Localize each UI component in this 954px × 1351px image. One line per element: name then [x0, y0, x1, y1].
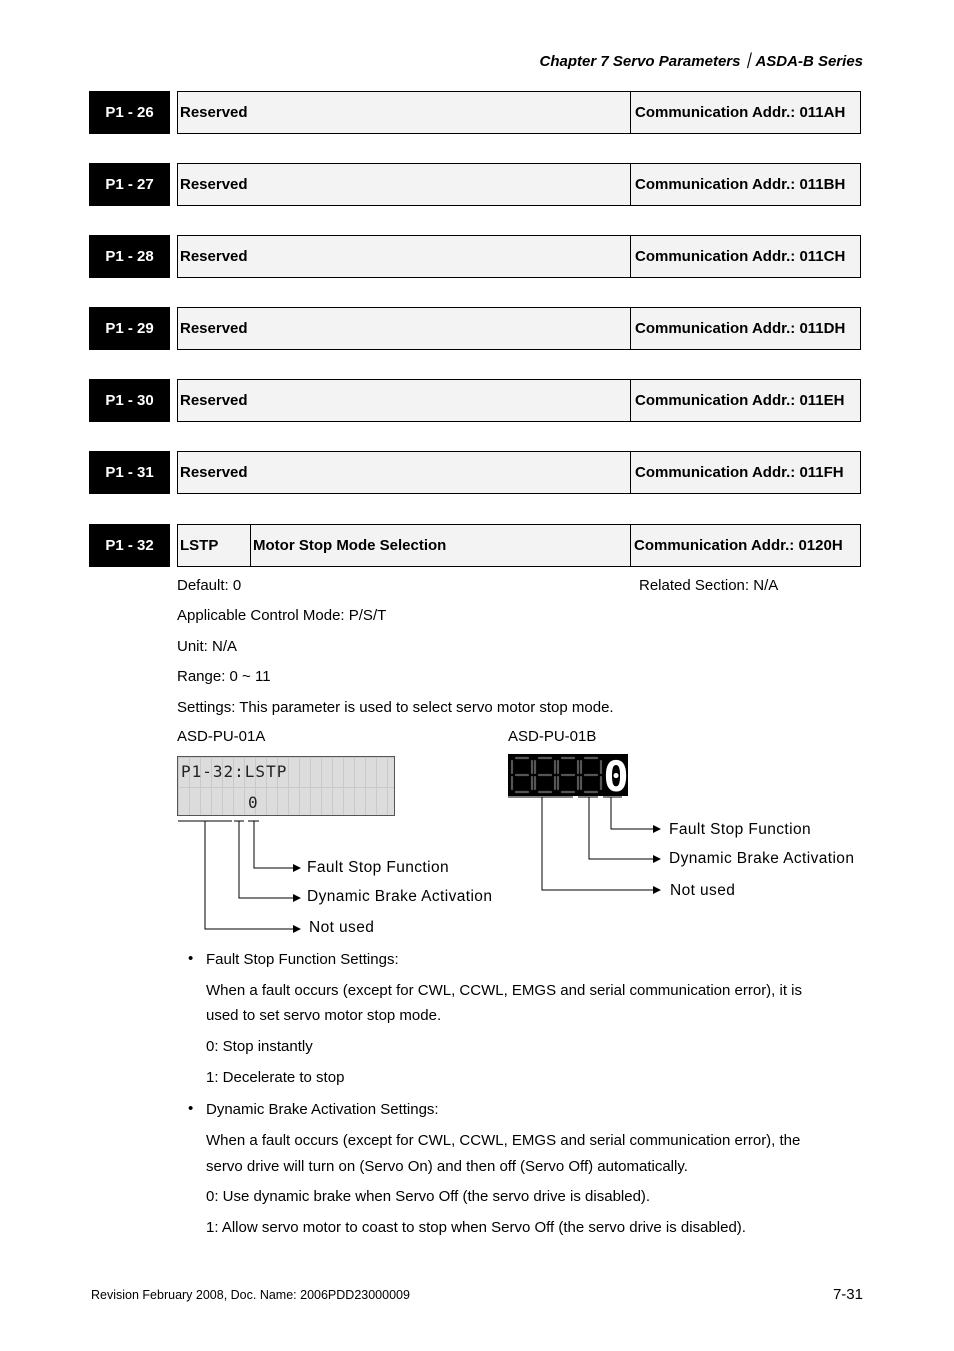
param-name: Reserved	[180, 320, 248, 337]
control-mode: Applicable Control Mode: P/S/T	[177, 607, 387, 624]
unit: Unit: N/A	[177, 638, 238, 655]
label-not-used-b: Not used	[670, 882, 736, 899]
dynamic-brake-desc-1: When a fault occurs (except for CWL, CCWL, EMGS and serial communication error), the	[206, 1132, 801, 1149]
settings-intro: Settings: This parameter is used to select servo motor stop mode.	[177, 699, 614, 716]
chapter-header: Chapter 7 Servo Parameters｜ASDA-B Series	[539, 53, 863, 70]
fault-stop-option-1: 1: Decelerate to stop	[206, 1069, 345, 1086]
param-id: P1 - 26	[89, 91, 170, 134]
range: Range: 0 ~ 11	[177, 668, 271, 685]
param-name: Reserved	[180, 176, 248, 193]
param-comm-addr: Communication Addr.: 011FH	[630, 452, 860, 493]
param-comm-addr: Communication Addr.: 011AH	[630, 92, 860, 133]
dynamic-brake-title: Dynamic Brake Activation Settings:	[206, 1101, 439, 1118]
param-id: P1 - 30	[89, 379, 170, 422]
param-name: Reserved	[180, 392, 248, 409]
bullet-icon: •	[188, 950, 194, 967]
dynamic-brake-option-0: 0: Use dynamic brake when Servo Off (the servo drive is disabled).	[206, 1188, 651, 1205]
keypad-a-label: ASD-PU-01A	[177, 728, 266, 745]
fault-stop-title: Fault Stop Function Settings:	[206, 951, 399, 968]
default-value: Default: 0	[177, 577, 242, 594]
lcd-line-1: P1-32:LSTP	[181, 762, 288, 781]
param-comm-addr: Communication Addr.: 011CH	[630, 236, 860, 277]
label-dynamic-brake-b: Dynamic Brake Activation	[669, 850, 855, 867]
param-id: P1 - 31	[89, 451, 170, 494]
fault-stop-desc-2: used to set servo motor stop mode.	[206, 1007, 442, 1024]
param-comm-addr: Communication Addr.: 011DH	[630, 308, 860, 349]
param-comm-addr: Communication Addr.: 011BH	[630, 164, 860, 205]
bullet-icon: •	[188, 1100, 194, 1117]
param-description: Motor Stop Mode Selection	[250, 525, 630, 566]
param-id: P1 - 27	[89, 163, 170, 206]
lcd-line-2: 0	[248, 793, 258, 812]
param-id: P1 - 32	[89, 524, 170, 567]
related-section: Related Section: N/A	[639, 577, 779, 594]
footer-revision: Revision February 2008, Doc. Name: 2006PDD23000009	[91, 1288, 410, 1302]
dynamic-brake-option-1: 1: Allow servo motor to coast to stop when Servo Off (the servo drive is disabled).	[206, 1219, 746, 1236]
param-abbr: LSTP	[180, 537, 219, 554]
keypad-b-label: ASD-PU-01B	[508, 728, 597, 745]
led-active-digit: 0	[603, 754, 628, 796]
param-comm-addr: Communication Addr.: 011EH	[630, 380, 860, 421]
param-id: P1 - 29	[89, 307, 170, 350]
page-number: 7-31	[832, 1286, 863, 1303]
label-not-used-a: Not used	[309, 919, 375, 936]
fault-stop-option-0: 0: Stop instantly	[206, 1038, 313, 1055]
label-fault-stop-b: Fault Stop Function	[669, 821, 812, 838]
label-dynamic-brake-a: Dynamic Brake Activation	[307, 888, 493, 905]
param-name: Reserved	[180, 464, 248, 481]
dynamic-brake-desc-2: servo drive will turn on (Servo On) and then off (Servo Off) automatically.	[206, 1158, 688, 1175]
label-fault-stop-a: Fault Stop Function	[307, 859, 450, 876]
fault-stop-desc-1: When a fault occurs (except for CWL, CCWL, EMGS and serial communication error), it is	[206, 982, 803, 999]
param-id: P1 - 28	[89, 235, 170, 278]
param-comm-addr: Communication Addr.: 0120H	[630, 525, 860, 566]
param-name: Reserved	[180, 104, 248, 121]
param-name: Reserved	[180, 248, 248, 265]
